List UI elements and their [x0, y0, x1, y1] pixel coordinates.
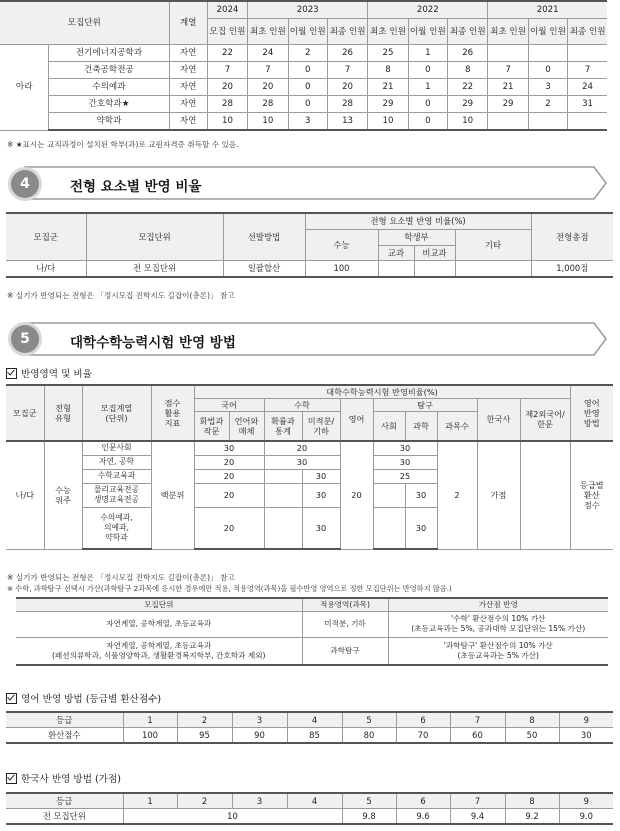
- value-cell: 28: [327, 96, 367, 113]
- suneung-field: 자연, 공학: [82, 455, 151, 469]
- bonus-unit: 자연계열, 공학계열, 초등교육과: [16, 611, 302, 637]
- header-initial: 최초 인원: [248, 19, 288, 45]
- ratio-header-suneung: 수능: [305, 229, 378, 260]
- history-score: 9.4: [450, 808, 505, 824]
- unit-cell: 수의예과: [49, 79, 169, 96]
- value-cell: 25: [368, 45, 408, 62]
- suneung-note-1: ※ 실기가 반영되는 전형은 「정시모집 진학지도 길잡이(총론)」 참고: [7, 573, 235, 582]
- ratio-etc: [455, 260, 531, 277]
- value-cell: 21: [488, 79, 528, 96]
- english-grade: 5: [342, 712, 396, 727]
- section-5-title: 대학수학능력시험 반영 방법: [70, 335, 236, 351]
- value-cell: 0: [288, 96, 327, 113]
- suneung-korean: 20: [194, 507, 264, 549]
- ratio-method: 일괄합산: [223, 260, 305, 277]
- header-transfer: 이월 인원: [288, 19, 327, 45]
- suneung-korean: 20: [194, 483, 264, 507]
- history-grade: 6: [396, 793, 450, 808]
- suneung-social: 30: [373, 441, 437, 455]
- ratio-group: 나/다: [6, 260, 86, 277]
- bonus-table: [16, 597, 608, 666]
- section-4-number: 4: [11, 170, 39, 198]
- value-cell: 13: [327, 113, 367, 131]
- suneung-korean: 20: [194, 455, 264, 469]
- english-grade: 4: [287, 712, 342, 727]
- value-cell: 1: [408, 79, 447, 96]
- value-cell: [488, 113, 528, 131]
- suneung-math-empty: [264, 469, 302, 483]
- value-cell: 7: [568, 62, 607, 79]
- english-header-grade: 등급: [6, 712, 123, 727]
- english-score: 70: [396, 727, 450, 743]
- campus-label: 아라: [0, 45, 49, 131]
- suneung-math: 30: [302, 469, 340, 483]
- unit-cell: 간호학과★: [49, 96, 169, 113]
- table-row: [0, 62, 607, 79]
- suneung-field: 수의예과, 의예과, 약학과: [82, 507, 151, 549]
- history-score: 9.8: [342, 808, 396, 824]
- recruitment-table: [0, 0, 607, 131]
- suneung-field: 인문사회: [82, 441, 151, 455]
- value-cell: 8: [368, 62, 408, 79]
- field-cell: 자연: [169, 96, 207, 113]
- suneung-field: 물리교육전공 생명교육전공: [82, 483, 151, 507]
- suneung-header-type: 전형 유형: [44, 385, 82, 441]
- value-cell: [488, 45, 528, 62]
- history-grade: 9: [559, 793, 613, 808]
- subheading-label: 반영영역 및 비율: [21, 369, 92, 380]
- header-final: 최종 인원: [447, 19, 487, 45]
- english-table: [6, 711, 613, 744]
- suneung-math: 30: [302, 483, 340, 507]
- value-cell: 7: [207, 62, 247, 79]
- suneung-math: 30: [302, 507, 340, 549]
- suneung-science: 30: [405, 507, 437, 549]
- value-cell: [528, 45, 567, 62]
- table-row: [0, 45, 607, 62]
- value-cell: [568, 113, 607, 131]
- history-table: [6, 792, 613, 825]
- value-cell: 0: [528, 62, 567, 79]
- suneung-header-k1: 화법과 작문: [194, 411, 229, 441]
- suneung-header-count: 과목수: [437, 411, 477, 441]
- ratio-header-nonsubject: 비교과: [414, 245, 455, 260]
- value-cell: 8: [447, 62, 487, 79]
- field-cell: 자연: [169, 62, 207, 79]
- history-score: 9.2: [505, 808, 559, 824]
- bonus-header-area: 적용영역(과목): [302, 598, 388, 611]
- checkbox-icon: [6, 368, 17, 379]
- value-cell: 7: [488, 62, 528, 79]
- english-score: 95: [177, 727, 232, 743]
- ratio-header-subject: 교과: [378, 245, 414, 260]
- suneung-header-m2: 미적분/ 기하: [302, 411, 340, 441]
- bonus-area: 과학탐구: [302, 637, 388, 665]
- suneung-header-social: 사회: [373, 411, 405, 441]
- english-score: 50: [505, 727, 559, 743]
- value-cell: 20: [207, 79, 247, 96]
- value-cell: 28: [248, 96, 288, 113]
- suneung-english: 20: [340, 441, 373, 549]
- ratio-note: ※ 실기가 반영되는 전형은 「정시모집 진학지도 길잡이(총론)」 참고: [7, 291, 235, 300]
- field-cell: 자연: [169, 45, 207, 62]
- value-cell: 0: [288, 62, 327, 79]
- value-cell: 1: [408, 45, 447, 62]
- suneung-header-k2: 언어와 매체: [229, 411, 264, 441]
- unit-cell: 전기에너지공학과: [49, 45, 169, 62]
- ratio-total: 1,000점: [531, 260, 613, 277]
- suneung-group: 나/다: [6, 441, 44, 549]
- subheading-english: [6, 691, 161, 705]
- value-cell: 29: [488, 96, 528, 113]
- english-grade: 7: [450, 712, 505, 727]
- suneung-social: [373, 507, 405, 549]
- suneung-science: 30: [405, 483, 437, 507]
- value-cell: 24: [568, 79, 607, 96]
- english-grade: 2: [177, 712, 232, 727]
- header-final: 최종 인원: [568, 19, 607, 45]
- suneung-header-korean: 국어: [194, 398, 264, 411]
- bonus-header-method: 가산점 반영: [388, 598, 608, 611]
- suneung-header-math: 수학: [264, 398, 340, 411]
- ratio-header-method: 선발방법: [223, 213, 305, 260]
- ratio-header-record: 학생부: [378, 229, 455, 245]
- english-score: 80: [342, 727, 396, 743]
- suneung-second: [520, 441, 570, 549]
- english-score: 60: [450, 727, 505, 743]
- value-cell: 3: [528, 79, 567, 96]
- suneung-header-second: 제2외국어/ 한문: [520, 398, 570, 441]
- history-row-label: 전 모집단위: [6, 808, 123, 824]
- ratio-table: [6, 212, 613, 278]
- header-unit: 모집단위: [0, 1, 169, 45]
- value-cell: 22: [207, 45, 247, 62]
- header-transfer: 이월 인원: [408, 19, 447, 45]
- english-score: 30: [559, 727, 613, 743]
- header-initial: 최초 인원: [368, 19, 408, 45]
- value-cell: 7: [327, 62, 367, 79]
- suneung-header-english: 영어: [340, 398, 373, 441]
- english-grade: 8: [505, 712, 559, 727]
- value-cell: 10: [248, 113, 288, 131]
- header-quota: 모집 인원: [207, 19, 247, 45]
- suneung-note-2: ※ 수학, 과학탐구 선택시 가산(과학탐구 2과목에 응시한 경우에만 적용, 적용영역(과목)을 필수반영 영역으로 정한 모집단위는 반영하지 않음.): [7, 584, 452, 593]
- ratio-header-unit: 모집단위: [86, 213, 223, 260]
- english-grade: 3: [232, 712, 287, 727]
- suneung-math-empty: [264, 483, 302, 507]
- subheading-label: 한국사 반영 방법 (가점): [21, 774, 122, 785]
- ratio-unit: 전 모집단위: [86, 260, 223, 277]
- header-final: 최종 인원: [327, 19, 367, 45]
- history-grade: 2: [177, 793, 232, 808]
- suneung-header-m1: 확률과 통계: [264, 411, 302, 441]
- section-4-title: 전형 요소별 반영 비율: [70, 179, 202, 195]
- table-row: [0, 113, 607, 131]
- suneung-eng-method: 등급별 환산 점수: [570, 441, 613, 549]
- suneung-type: 수능 위주: [44, 441, 82, 549]
- value-cell: 10: [447, 113, 487, 131]
- value-cell: 26: [447, 45, 487, 62]
- table-row: [0, 96, 607, 113]
- suneung-header-ratio: 대학수학능력시험 반영비율(%): [194, 385, 570, 398]
- history-grade: 1: [123, 793, 177, 808]
- history-grade: 5: [342, 793, 396, 808]
- bonus-method: '수학' 환산점수의 10% 가산 (초등교육과는 5%, 공과대학 모집단위는 15% 가산): [388, 611, 608, 637]
- suneung-history: 가점: [477, 441, 520, 549]
- header-transfer: 이월 인원: [528, 19, 567, 45]
- suneung-social: [373, 483, 405, 507]
- suneung-korean: 30: [194, 441, 264, 455]
- value-cell: 10: [207, 113, 247, 131]
- english-grade: 1: [123, 712, 177, 727]
- value-cell: 0: [408, 113, 447, 131]
- value-cell: [528, 113, 567, 131]
- recruit-note: ※ ★표시는 교직과정이 설치된 학부(과)로 교원자격증 취득할 수 있음.: [7, 140, 239, 149]
- value-cell: 26: [327, 45, 367, 62]
- ratio-header-ratio: 전형 요소별 반영 비율(%): [305, 213, 531, 229]
- suneung-header-history: 한국사: [477, 398, 520, 441]
- table-row: [0, 79, 607, 96]
- header-2021: 2021: [488, 1, 607, 19]
- header-field: 계열: [169, 1, 207, 45]
- suneung-social: 25: [373, 469, 437, 483]
- suneung-header-eng-method: 영어 반영 방법: [570, 385, 613, 441]
- suneung-math: 20: [264, 441, 340, 455]
- ratio-header-total: 전형총점: [531, 213, 613, 260]
- unit-cell: 건축공학전공: [49, 62, 169, 79]
- value-cell: 3: [288, 113, 327, 131]
- header-initial: 최초 인원: [488, 19, 528, 45]
- history-score: 9.0: [559, 808, 613, 824]
- english-score: 100: [123, 727, 177, 743]
- section-5-number: 5: [11, 325, 39, 353]
- suneung-header-science: 과학: [405, 411, 437, 441]
- suneung-table: [6, 384, 613, 550]
- value-cell: 24: [248, 45, 288, 62]
- subheading-area-ratio: [6, 366, 92, 380]
- value-cell: 28: [207, 96, 247, 113]
- history-header-grade: 등급: [6, 793, 123, 808]
- history-grade: 4: [287, 793, 342, 808]
- checkbox-icon: [6, 773, 17, 784]
- suneung-header-score: 점수 활용 지표: [151, 385, 194, 441]
- checkbox-icon: [6, 693, 17, 704]
- bonus-method: '과학탐구' 환산점수의 10% 가산 (초등교육과는 5% 가산): [388, 637, 608, 665]
- bonus-area: 미적분, 기하: [302, 611, 388, 637]
- value-cell: 10: [368, 113, 408, 131]
- unit-cell: 약학과: [49, 113, 169, 131]
- suneung-math-empty: [264, 507, 302, 549]
- history-grade: 8: [505, 793, 559, 808]
- english-grade: 6: [396, 712, 450, 727]
- english-row-label: 환산점수: [6, 727, 123, 743]
- header-2024: 2024: [207, 1, 247, 19]
- suneung-header-field: 모집계열 (단위): [82, 385, 151, 441]
- value-cell: 29: [447, 96, 487, 113]
- suneung-header-inquiry: 탐구: [373, 398, 477, 411]
- field-cell: 자연: [169, 79, 207, 96]
- ratio-nonsubject: [414, 260, 455, 277]
- history-grade: 7: [450, 793, 505, 808]
- bonus-header-unit: 모집단위: [16, 598, 302, 611]
- value-cell: 0: [408, 62, 447, 79]
- english-score: 85: [287, 727, 342, 743]
- table-row: [6, 441, 613, 455]
- suneung-korean: 20: [194, 469, 264, 483]
- value-cell: 21: [368, 79, 408, 96]
- ratio-header-etc: 기타: [455, 229, 531, 260]
- value-cell: 0: [288, 79, 327, 96]
- history-grade: 3: [232, 793, 287, 808]
- english-grade: 9: [559, 712, 613, 727]
- value-cell: [568, 45, 607, 62]
- ratio-header-group: 모집군: [6, 213, 86, 260]
- value-cell: 22: [447, 79, 487, 96]
- value-cell: 31: [568, 96, 607, 113]
- value-cell: 20: [327, 79, 367, 96]
- value-cell: 0: [408, 96, 447, 113]
- ratio-subject: [378, 260, 414, 277]
- value-cell: 2: [288, 45, 327, 62]
- history-score: 9.6: [396, 808, 450, 824]
- suneung-field: 수학교육과: [82, 469, 151, 483]
- subheading-history: [6, 771, 121, 785]
- value-cell: 2: [528, 96, 567, 113]
- bonus-unit: 자연계열, 공학계열, 초등교육과 (패션의류학과, 식품영양학과, 생활환경복지학부, 간호학과 제외): [16, 637, 302, 665]
- value-cell: 29: [368, 96, 408, 113]
- suneung-math: 30: [264, 455, 340, 469]
- suneung-score: 백분위: [151, 441, 194, 549]
- ratio-suneung: 100: [305, 260, 378, 277]
- suneung-count: 2: [437, 441, 477, 549]
- field-cell: 자연: [169, 113, 207, 131]
- subheading-label: 영어 반영 방법 (등급별 환산점수): [21, 694, 162, 705]
- header-2023: 2023: [248, 1, 368, 19]
- value-cell: 7: [248, 62, 288, 79]
- suneung-social: 30: [373, 455, 437, 469]
- history-score-top: 10: [123, 808, 342, 824]
- header-2022: 2022: [368, 1, 488, 19]
- english-score: 90: [232, 727, 287, 743]
- value-cell: 20: [248, 79, 288, 96]
- suneung-header-group: 모집군: [6, 385, 44, 441]
